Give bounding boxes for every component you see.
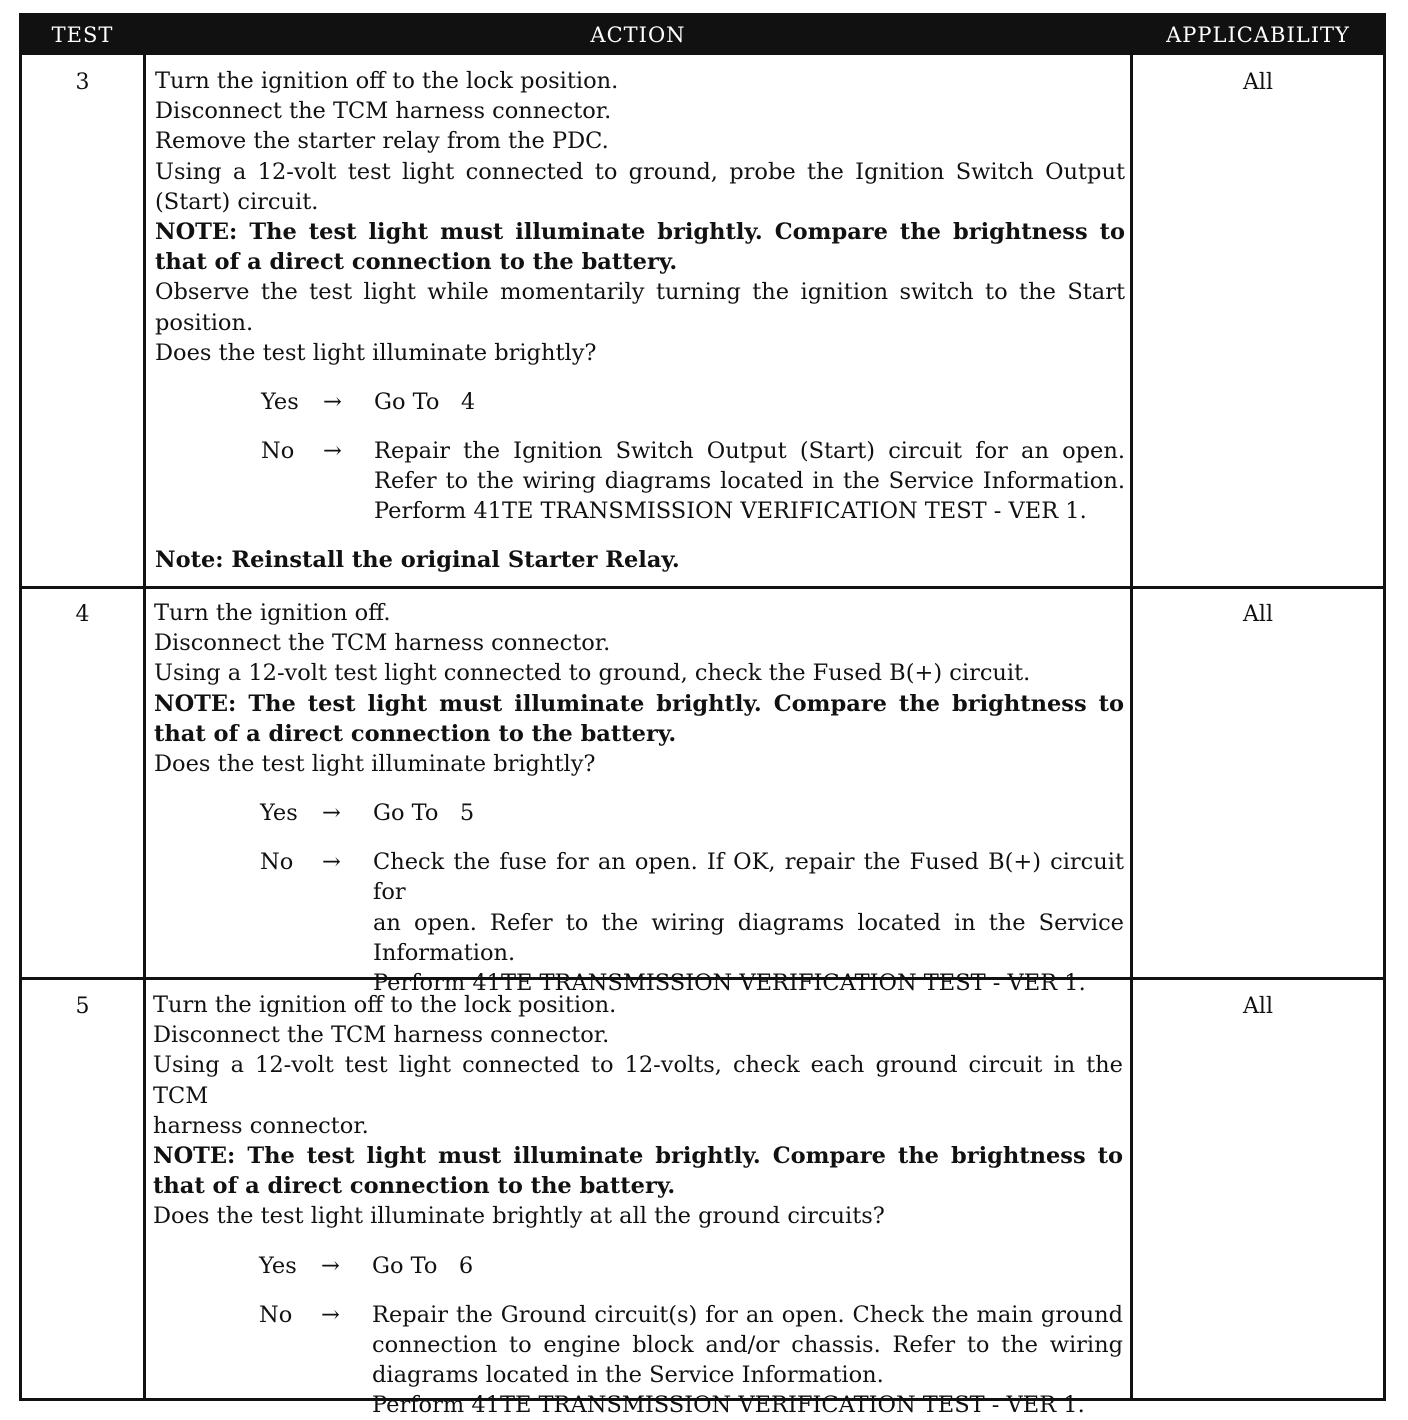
no-action-text: connection to engine block and/or chassis. Refer to the wiring [372, 1331, 1123, 1358]
goto-text: Go To 4 [374, 389, 476, 416]
no-action-text: Perform 41TE TRANSMISSION VERIFICATION TEST - VER 1. [374, 498, 1087, 525]
applicability-value: All [1243, 994, 1273, 1019]
arrow-right-icon: → [321, 1252, 340, 1279]
step-text: Disconnect the TCM harness connector. [155, 98, 612, 125]
question-text: Does the test light illuminate brightly at all the ground circuits? [153, 1203, 885, 1230]
step-text: Observe the test light while momentarily turning the ignition switch to the Start [155, 279, 1125, 306]
note-text: Note: Reinstall the original Starter Relay. [155, 546, 680, 573]
arrow-right-icon: → [323, 438, 342, 465]
arrow-right-icon: → [322, 800, 341, 827]
no-action-text: Perform 41TE TRANSMISSION VERIFICATION TEST - VER 1. [373, 970, 1086, 997]
note-text: that of a direct connection to the battery. [155, 249, 678, 276]
step-text: Turn the ignition off. [154, 600, 391, 626]
step-text: Using a 12-volt test light connected to ground, check the Fused B(+) circuit. [154, 660, 1031, 687]
action-cell [154, 598, 1124, 998]
applicability-value: All [1243, 602, 1273, 627]
yes-response [154, 798, 1124, 828]
no-action-text: diagrams located in the Service Information. [372, 1362, 884, 1389]
diagnostic-table [19, 13, 1386, 1419]
no-response [153, 1300, 1123, 1420]
no-action-text: Repair the Ignition Switch Output (Start) circuit for an open. [374, 438, 1125, 465]
step-text: Remove the starter relay from the PDC. [155, 128, 609, 155]
column-divider [1130, 16, 1133, 1398]
no-label: No [260, 849, 294, 876]
note-text: NOTE: The test light must illuminate brightly. Compare the brightness to [155, 219, 1125, 246]
no-action-text: an open. Refer to the wiring diagrams located in the Service [373, 909, 1124, 936]
question-text: Does the test light illuminate brightly? [155, 339, 597, 366]
step-text: Using a 12-volt test light connected to ground, probe the Ignition Switch Output [155, 158, 1125, 185]
no-action-text: Perform 41TE TRANSMISSION VERIFICATION TEST - VER 1. [372, 1392, 1085, 1419]
step-text: (Start) circuit. [155, 188, 319, 215]
header-action: ACTION [143, 16, 1133, 55]
step-text: position. [155, 309, 254, 336]
test-number: 5 [75, 994, 90, 1019]
applicability-value: All [1243, 70, 1273, 95]
goto-text: Go To 6 [372, 1252, 474, 1279]
step-text: Turn the ignition off to the lock position. [153, 992, 617, 1018]
no-response [155, 436, 1125, 527]
note-text: NOTE: The test light must illuminate brightly. Compare the brightness to [154, 690, 1124, 717]
no-action-text: Repair the Ground circuit(s) for an open. Check the main ground [372, 1301, 1123, 1328]
step-text: Disconnect the TCM harness connector. [154, 630, 611, 657]
action-cell [155, 66, 1125, 575]
yes-response [155, 387, 1125, 417]
arrow-right-icon: → [321, 1301, 340, 1328]
no-label: No [259, 1301, 293, 1328]
yes-response [153, 1251, 1123, 1281]
goto-text: Go To 5 [373, 800, 475, 827]
yes-label: Yes [261, 389, 299, 416]
step-text: Turn the ignition off to the lock position. [155, 68, 619, 94]
arrow-right-icon: → [323, 389, 342, 416]
step-text: Disconnect the TCM harness connector. [153, 1022, 610, 1049]
header-test: TEST [22, 16, 143, 55]
yes-label: Yes [259, 1252, 297, 1279]
step-text: harness connector. [153, 1112, 369, 1139]
no-action-text: Check the fuse for an open. If OK, repair the Fused B(+) circuit for [373, 849, 1124, 906]
step-text: Using a 12-volt test light connected to 12-volts, check each ground circuit in the TCM [153, 1052, 1123, 1109]
note-text: that of a direct connection to the battery. [153, 1173, 676, 1200]
action-cell [153, 990, 1123, 1420]
test-number: 3 [75, 70, 90, 95]
column-divider [143, 16, 146, 1398]
arrow-right-icon: → [322, 849, 341, 876]
no-response [154, 847, 1124, 998]
question-text: Does the test light illuminate brightly? [154, 751, 596, 778]
yes-label: Yes [260, 800, 298, 827]
note-text: NOTE: The test light must illuminate brightly. Compare the brightness to [153, 1143, 1123, 1170]
note-text: that of a direct connection to the battery. [154, 720, 677, 747]
test-number: 4 [75, 602, 90, 627]
no-action-text: Information. [373, 939, 516, 966]
no-label: No [261, 438, 295, 465]
header-applicability: APPLICABILITY [1133, 16, 1383, 55]
row-divider [22, 586, 1383, 589]
no-action-text: Refer to the wiring diagrams located in the Service Information. [374, 468, 1125, 495]
